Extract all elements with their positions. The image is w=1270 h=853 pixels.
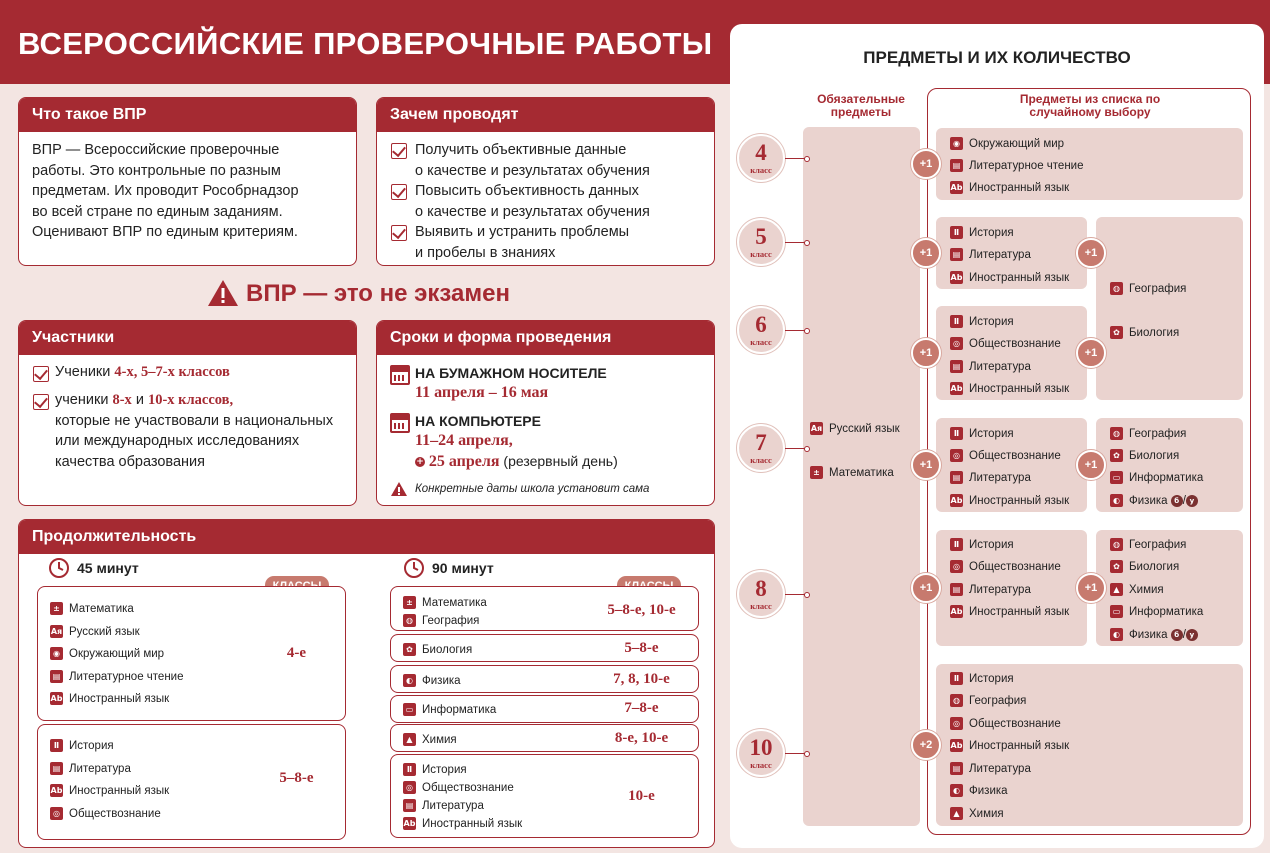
- biology-icon: ✿: [1110, 449, 1123, 462]
- connector: [785, 158, 807, 159]
- society-icon: ◎: [950, 717, 963, 730]
- book-icon: ▤: [50, 670, 63, 683]
- choice-subject: Ab Иностранный язык: [950, 606, 1070, 618]
- calendar-icon: [390, 365, 410, 385]
- plus-badge: +1: [1076, 338, 1106, 368]
- choice-subject: Ⅱ История: [950, 226, 1014, 240]
- society-icon: ◎: [950, 449, 963, 462]
- society-icon: ◎: [950, 560, 963, 573]
- grade-circle-10: 10 класс: [737, 729, 785, 777]
- clock-icon: [403, 557, 425, 579]
- mandatory-subject: ± Математика: [810, 466, 894, 480]
- subject-row: ◎ Обществознание: [403, 781, 514, 795]
- mandatory-subject: Ая Русский язык: [810, 423, 900, 435]
- duration-45-title: 45 минут: [77, 560, 139, 576]
- classes-value: 5–8-е: [279, 770, 314, 786]
- history-icon: Ⅱ: [50, 739, 63, 752]
- russian-icon: Ая: [810, 424, 823, 434]
- duration-card: [18, 519, 715, 848]
- classes-value: 5–8-е: [624, 640, 659, 656]
- society-icon: ◎: [403, 781, 416, 794]
- choice-subject: ◍ География: [1110, 282, 1186, 296]
- connector: [785, 594, 807, 595]
- choice-subject: ◍ География: [950, 694, 1026, 708]
- plus-badge: +2: [911, 730, 941, 760]
- mandatory-label: Обязательные предметы: [817, 92, 905, 119]
- choice-subject: ▤ Литература: [950, 471, 1031, 485]
- subject-row: ± Математика: [50, 602, 134, 616]
- book-icon: ▤: [950, 248, 963, 261]
- choice-subject: ▲ Химия: [950, 807, 1004, 821]
- book-icon: ▤: [950, 159, 963, 172]
- book-icon: ▤: [950, 583, 963, 596]
- why-card: [376, 97, 715, 266]
- why-item: Получить объективные данные о качестве и результатах обучения: [415, 142, 650, 179]
- plus-badge: +1: [1076, 573, 1106, 603]
- plus-badge: +1: [911, 238, 941, 268]
- choice-subject: ◍ География: [1110, 427, 1186, 441]
- connector: [785, 242, 807, 243]
- participant-item: ученики 8-х и 10-х классов, которые не участвовали в национальных или международных исследованиях качества образования: [55, 392, 334, 470]
- basic-level-badge: б: [1171, 629, 1183, 641]
- language-icon: Ab: [950, 741, 963, 751]
- basic-level-badge: б: [1171, 495, 1183, 507]
- classes-value: 4-е: [286, 645, 307, 661]
- choice-subject: ◐ Физика: [950, 784, 1008, 798]
- society-icon: ◎: [950, 337, 963, 350]
- computer-dates: 11–24 апреля,: [415, 432, 513, 449]
- math-icon: ±: [810, 466, 823, 479]
- geography-icon: ◍: [403, 614, 416, 627]
- subject-row: Ⅱ История: [50, 739, 114, 753]
- advanced-level-badge: у: [1186, 629, 1198, 641]
- grade-circle-4: 4 класс: [737, 134, 785, 182]
- what-line: работы. Это контрольные по разным: [32, 162, 281, 179]
- what-text: [19, 132, 356, 251]
- chemistry-icon: ▲: [950, 807, 963, 820]
- computer-label: НА КОМПЬЮТЕРЕ: [415, 413, 541, 429]
- society-icon: ◎: [50, 807, 63, 820]
- subject-row: ◐ Физика: [403, 674, 461, 688]
- why-item: Выявить и устранить проблемы и пробелы в знаниях: [415, 224, 630, 261]
- subject-row: ± Математика: [403, 596, 487, 610]
- duration-90-title: 90 минут: [432, 560, 494, 576]
- subject-row: ◎ Обществознание: [50, 807, 161, 821]
- classes-value: 8-е, 10-е: [614, 730, 669, 746]
- choice-subject: Ⅱ История: [950, 315, 1014, 329]
- plus-badge: +1: [911, 338, 941, 368]
- grade-circle-7: 7 класс: [737, 424, 785, 472]
- book-icon: ▤: [50, 762, 63, 775]
- what-line: Оценивают ВПР по единым критериям.: [32, 224, 298, 240]
- calendar-icon: [390, 413, 410, 433]
- physics-icon: ◐: [403, 674, 416, 687]
- language-icon: Ab: [950, 496, 963, 506]
- physics-icon: ◐: [950, 784, 963, 797]
- history-icon: Ⅱ: [950, 538, 963, 551]
- duration-header: Продолжительность: [19, 520, 714, 554]
- subject-row: ▲ Химия: [403, 733, 457, 747]
- choice-subject: ▤ Литература: [950, 360, 1031, 374]
- what-line: ВПР — Всероссийские проверочные: [32, 142, 280, 158]
- language-icon: Ab: [950, 183, 963, 193]
- paper-label: НА БУМАЖНОМ НОСИТЕЛЕ: [415, 365, 607, 381]
- plus-badge: +1: [911, 573, 941, 603]
- subject-row: ▤ Литература: [50, 762, 131, 776]
- warning-icon: [207, 279, 239, 307]
- language-icon: Ab: [950, 607, 963, 617]
- choice-subject: ✿ Биология: [1110, 326, 1179, 340]
- world-icon: ◉: [50, 647, 63, 660]
- geography-icon: ◍: [1110, 538, 1123, 551]
- choice-subject: ◎ Обществознание: [950, 337, 1061, 351]
- connector: [785, 330, 807, 331]
- choice-group: [1096, 217, 1243, 400]
- geography-icon: ◍: [1110, 427, 1123, 440]
- book-icon: ▤: [403, 799, 416, 812]
- subject-row: Ⅱ История: [403, 763, 467, 777]
- choice-subject: ▤ Литература: [950, 762, 1031, 776]
- geography-icon: ◍: [1110, 282, 1123, 295]
- book-icon: ▤: [950, 762, 963, 775]
- subject-row: Ab Иностранный язык: [50, 785, 170, 797]
- reserve-line: + 25 апреля (резервный день): [416, 453, 618, 470]
- choice-subject: ◎ Обществознание: [950, 449, 1061, 463]
- classes-value: 10-е: [628, 788, 655, 804]
- checkbox-icon: [33, 366, 49, 382]
- language-icon: Ab: [50, 694, 63, 704]
- what-line: во всей стране по единым заданиям.: [32, 203, 283, 220]
- language-icon: Ab: [950, 384, 963, 394]
- choice-label: Предметы из списка по случайному выбору: [992, 93, 1188, 119]
- history-icon: Ⅱ: [950, 672, 963, 685]
- why-header: Зачем проводят: [377, 98, 714, 132]
- physics-icon: ◐: [1110, 628, 1123, 641]
- not-exam-text: ВПР — это не экзамен: [246, 280, 510, 307]
- classes-value: 7–8-е: [624, 700, 659, 716]
- terms-footnote: Конкретные даты школа установит сама: [415, 483, 650, 495]
- subject-row: ✿ Биология: [403, 643, 472, 657]
- choice-subject: ▭ Информатика: [1110, 605, 1203, 619]
- choice-subject: ▤ Литература: [950, 583, 1031, 597]
- language-icon: Ab: [50, 786, 63, 796]
- classes-value: 5–8-е, 10-е: [607, 602, 676, 618]
- checkbox-icon: [391, 184, 407, 200]
- connector: [785, 753, 807, 754]
- subject-row: Ая Русский язык: [50, 626, 140, 638]
- why-item: Повысить объективность данных о качестве и результатах обучения: [415, 183, 650, 220]
- choice-subject: ◍ География: [1110, 538, 1186, 552]
- choice-subject: Ⅱ История: [950, 672, 1014, 686]
- computer-icon: ▭: [1110, 471, 1123, 484]
- connector: [785, 448, 807, 449]
- grade-circle-6: 6 класс: [737, 306, 785, 354]
- subject-row: ▤ Литература: [403, 799, 484, 813]
- math-icon: ±: [50, 602, 63, 615]
- biology-icon: ✿: [1110, 326, 1123, 339]
- biology-icon: ✿: [1110, 560, 1123, 573]
- geography-icon: ◍: [950, 694, 963, 707]
- choice-subject: Ⅱ История: [950, 538, 1014, 552]
- choice-subject: Ab Иностранный язык: [950, 383, 1070, 395]
- choice-subject: Ab Иностранный язык: [950, 182, 1070, 194]
- page-title: ВСЕРОССИЙСКИЕ ПРОВЕРОЧНЫЕ РАБОТЫ: [18, 26, 713, 61]
- choice-subject: ▲ Химия: [1110, 583, 1164, 597]
- choice-subject: Ⅱ История: [950, 427, 1014, 441]
- checkbox-icon: [33, 394, 49, 410]
- what-header: Что такое ВПР: [19, 98, 356, 132]
- subject-row: ◍ География: [403, 614, 479, 628]
- computer-icon: ▭: [403, 703, 416, 716]
- checkbox-icon: [391, 225, 407, 241]
- plus-icon: +: [416, 457, 424, 468]
- choice-subject: ◎ Обществознание: [950, 717, 1061, 731]
- subject-row: Ab Иностранный язык: [50, 693, 170, 705]
- chemistry-icon: ▲: [1110, 583, 1123, 596]
- history-icon: Ⅱ: [950, 315, 963, 328]
- choice-subject: ✿ Биология: [1110, 560, 1179, 574]
- book-icon: ▤: [950, 471, 963, 484]
- choice-subject: Ab Иностранный язык: [950, 740, 1070, 752]
- biology-icon: ✿: [403, 643, 416, 656]
- plus-badge: +1: [1076, 450, 1106, 480]
- choice-subject: ▤ Литературное чтение: [950, 159, 1084, 173]
- advanced-level-badge: у: [1186, 495, 1198, 507]
- grade-circle-5: 5 класс: [737, 218, 785, 266]
- choice-subject: ◎ Обществознание: [950, 560, 1061, 574]
- subject-row: ◉ Окружающий мир: [50, 647, 164, 661]
- checkbox-icon: [391, 143, 407, 159]
- participant-item: Ученики 4-х, 5–7-х классов: [55, 364, 230, 380]
- grade-circle-8: 8 класс: [737, 570, 785, 618]
- plus-badge: +1: [1076, 238, 1106, 268]
- history-icon: Ⅱ: [403, 763, 416, 776]
- terms-header: Сроки и форма проведения: [377, 321, 714, 355]
- plus-badge: +1: [911, 149, 941, 179]
- choice-subject: ◐ Физика б / у: [1110, 628, 1198, 642]
- math-icon: ±: [403, 596, 416, 609]
- language-icon: Ab: [403, 819, 416, 829]
- subject-row: Ab Иностранный язык: [403, 818, 523, 830]
- terms-card: [376, 320, 715, 506]
- book-icon: ▤: [950, 360, 963, 373]
- participants-header: Участники: [19, 321, 356, 355]
- paper-dates: 11 апреля – 16 мая: [415, 384, 549, 401]
- russian-icon: Ая: [50, 627, 63, 637]
- subject-row: ▭ Информатика: [403, 703, 496, 717]
- clock-icon: [48, 557, 70, 579]
- what-card: [18, 97, 357, 266]
- history-icon: Ⅱ: [950, 427, 963, 440]
- warning-icon: [390, 481, 408, 497]
- choice-subject: Ab Иностранный язык: [950, 272, 1070, 284]
- choice-subject: ▭ Информатика: [1110, 471, 1203, 485]
- plus-badge: +1: [911, 450, 941, 480]
- what-line: предметам. Их проводит Рособрнадзор: [32, 183, 299, 199]
- history-icon: Ⅱ: [950, 226, 963, 239]
- subject-row: ▤ Литературное чтение: [50, 670, 184, 684]
- language-icon: Ab: [950, 273, 963, 283]
- subjects-title: ПРЕДМЕТЫ И ИХ КОЛИЧЕСТВО: [863, 48, 1131, 67]
- computer-icon: ▭: [1110, 605, 1123, 618]
- classes-value: 7, 8, 10-е: [613, 671, 670, 687]
- choice-subject: Ab Иностранный язык: [950, 495, 1070, 507]
- world-icon: ◉: [950, 137, 963, 150]
- physics-icon: ◐: [1110, 494, 1123, 507]
- choice-subject: ✿ Биология: [1110, 449, 1179, 463]
- participants-card: [18, 320, 357, 506]
- choice-subject: ◉ Окружающий мир: [950, 137, 1064, 151]
- chemistry-icon: ▲: [403, 733, 416, 746]
- choice-subject: ▤ Литература: [950, 248, 1031, 262]
- choice-subject: ◐ Физика б / у: [1110, 494, 1198, 508]
